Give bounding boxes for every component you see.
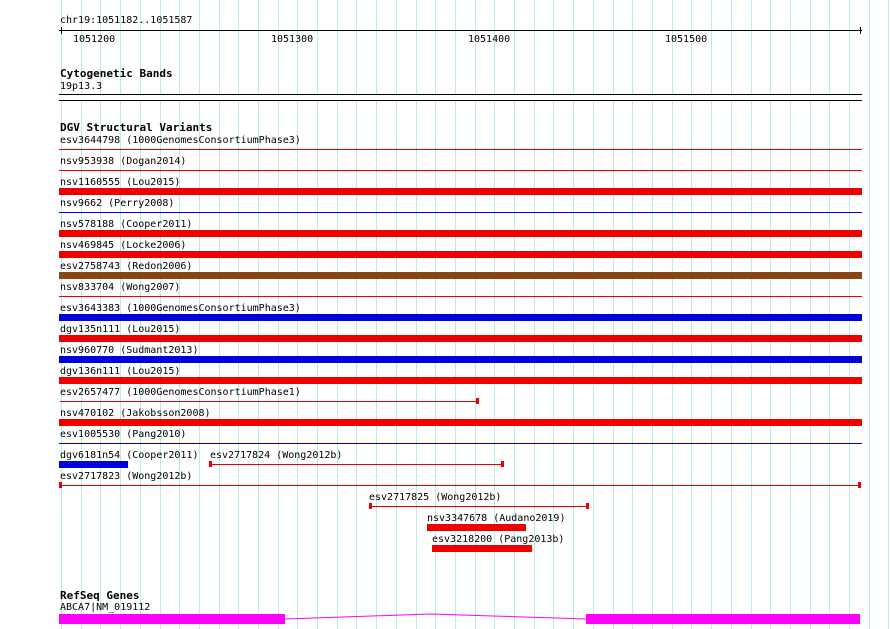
- variant-label: esv3643383 (1000GenomesConsortiumPhase3): [60, 303, 301, 314]
- variant-feature[interactable]: [59, 314, 862, 321]
- gene-exon[interactable]: [59, 614, 285, 624]
- variant-end-cap: [501, 461, 504, 467]
- variant-feature[interactable]: [59, 170, 862, 171]
- variant-feature[interactable]: [60, 485, 861, 486]
- grid-line: [888, 0, 889, 629]
- variant-feature[interactable]: [211, 464, 503, 465]
- variant-label: dgv6181n54 (Cooper2011): [60, 450, 199, 461]
- ruler-tick-label: 1051300: [271, 34, 314, 45]
- variant-label: esv2717823 (Wong2012b): [60, 471, 193, 482]
- variant-label: nsv578188 (Cooper2011): [60, 219, 193, 230]
- refseq-track-title: RefSeq Genes: [60, 589, 140, 602]
- variant-feature[interactable]: [59, 461, 128, 468]
- variant-end-cap: [858, 482, 861, 488]
- variant-end-cap: [586, 503, 589, 509]
- ruler-tick: [61, 27, 62, 34]
- gene-label: ABCA7|NM_019112: [60, 602, 151, 613]
- variant-feature[interactable]: [59, 149, 862, 150]
- variant-label: esv2657477 (1000GenomesConsortiumPhase1): [60, 387, 301, 398]
- gene-exon[interactable]: [586, 614, 860, 624]
- dgv-track-title: DGV Structural Variants: [60, 121, 213, 134]
- grid-line: [869, 0, 870, 629]
- cytoband-label: 19p13.3: [60, 81, 103, 92]
- variant-label: nsv1160555 (Lou2015): [60, 177, 181, 188]
- variant-end-cap: [59, 482, 62, 488]
- variant-feature[interactable]: [370, 506, 588, 507]
- cytoband-track-title: Cytogenetic Bands: [60, 67, 173, 80]
- variant-end-cap: [476, 398, 479, 404]
- variant-label: nsv3347678 (Audano2019): [427, 513, 566, 524]
- gene-intron[interactable]: [285, 611, 587, 621]
- ruler-tick-label: 1051500: [665, 34, 708, 45]
- ruler-position-label: chr19:1051182..1051587: [60, 15, 193, 26]
- ruler-tick-label: 1051400: [468, 34, 511, 45]
- variant-label: nsv469845 (Locke2006): [60, 240, 187, 251]
- variant-label: esv3218200 (Pang2013b): [432, 534, 565, 545]
- variant-feature[interactable]: [59, 335, 862, 342]
- ruler-tick-label: 1051200: [73, 34, 116, 45]
- variant-feature[interactable]: [59, 188, 862, 195]
- variant-feature[interactable]: [59, 296, 862, 297]
- variant-label: esv3644798 (1000GenomesConsortiumPhase3): [60, 135, 301, 146]
- variant-label: esv1005530 (Pang2010): [60, 429, 187, 440]
- variant-label: nsv953938 (Dogan2014): [60, 156, 187, 167]
- variant-label: nsv9662 (Perry2008): [60, 198, 175, 209]
- variant-end-cap: [369, 503, 372, 509]
- variant-end-cap: [209, 461, 212, 467]
- variant-label: dgv135n111 (Lou2015): [60, 324, 181, 335]
- variant-feature[interactable]: [59, 212, 862, 213]
- variant-feature[interactable]: [60, 401, 478, 402]
- variant-feature[interactable]: [59, 251, 862, 258]
- variant-label: nsv470102 (Jakobsson2008): [60, 408, 211, 419]
- variant-label: nsv833704 (Wong2007): [60, 282, 181, 293]
- ruler-tick: [860, 27, 861, 34]
- variant-feature[interactable]: [427, 524, 526, 531]
- variant-feature[interactable]: [432, 545, 532, 552]
- variant-feature[interactable]: [59, 356, 862, 363]
- variant-feature[interactable]: [59, 377, 862, 384]
- variant-label: esv2758743 (Redon2006): [60, 261, 193, 272]
- variant-feature[interactable]: [59, 272, 862, 279]
- variant-label: dgv136n111 (Lou2015): [60, 366, 181, 377]
- variant-label: esv2717825 (Wong2012b): [369, 492, 502, 503]
- variant-label: nsv960770 (Sudmant2013): [60, 345, 199, 356]
- cytoband-bar[interactable]: [59, 94, 862, 101]
- variant-feature[interactable]: [59, 419, 862, 426]
- variant-feature[interactable]: [59, 443, 862, 444]
- variant-label: esv2717824 (Wong2012b): [210, 450, 343, 461]
- variant-feature[interactable]: [59, 230, 862, 237]
- ruler-axis: [59, 30, 862, 31]
